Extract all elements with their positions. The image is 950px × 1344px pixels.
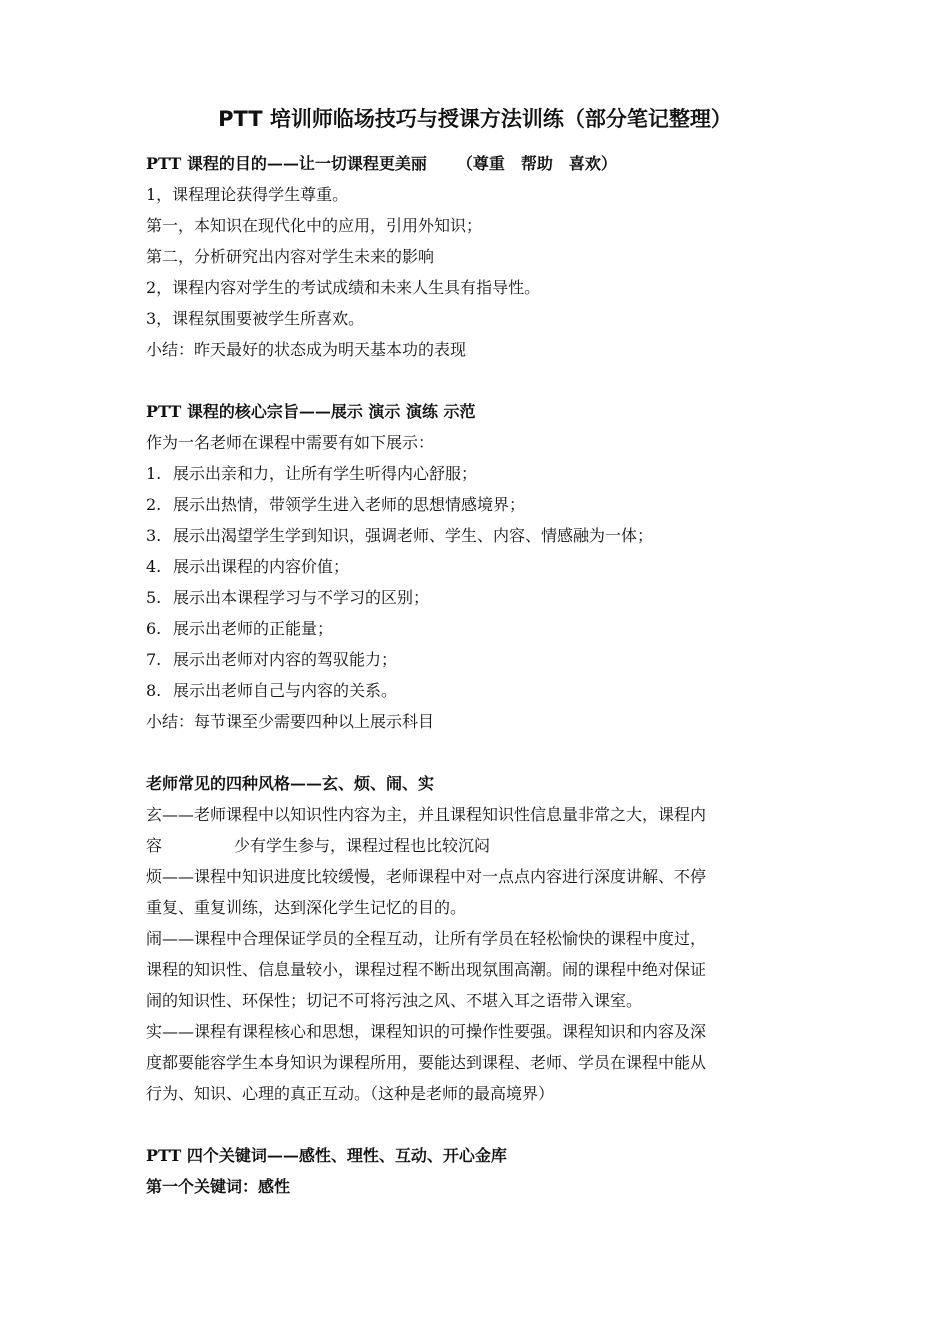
section4-subheading: 第一个关键词：感性 (146, 1177, 291, 1196)
section1-heading-tail: （尊重 帮助 喜欢） (456, 154, 617, 173)
list-item-text: 展示出本课程学习与不学习的区别； (173, 588, 430, 607)
list-item-number: 8. (146, 681, 162, 700)
list-item-number: 6. (146, 619, 162, 638)
list-item-number: 2. (146, 495, 162, 514)
list-item (146, 613, 810, 644)
section1-heading-main: PTT 课程的目的——让一切课程更美丽 (146, 154, 427, 173)
section2-heading: PTT 课程的核心宗旨——展示 演示 演练 示范 (146, 402, 476, 421)
style-shi-line: 实——课程有课程核心和思想，课程知识的可操作性要强。课程知识和内容及深 (146, 1022, 707, 1041)
style-xuan-line (146, 830, 810, 861)
section1-line: 2，课程内容对学生的考试成绩和未来人生具有指导性。 (146, 278, 541, 297)
list-item-text: 展示出热情，带领学生进入老师的思想情感境界； (173, 495, 526, 514)
list-item-text: 展示出亲和力，让所有学生听得内心舒服； (173, 464, 478, 483)
style-xuan-fragment: 少有学生参与，课程过程也比较沉闷 (234, 836, 491, 855)
list-item (146, 520, 810, 551)
section1-line: 3，课程氛围要被学生所喜欢。 (146, 309, 365, 328)
list-item (146, 551, 810, 582)
section-spacer (146, 737, 810, 768)
style-nao-line: 闹的知识性、环保性；切记不可将污浊之风、不堪入耳之语带入课室。 (146, 991, 643, 1010)
list-item (146, 644, 810, 675)
section1-summary: 小结：昨天最好的状态成为明天基本功的表现 (146, 340, 467, 359)
section-spacer (146, 365, 810, 396)
list-item (146, 582, 810, 613)
section1-line: 1，课程理论获得学生尊重。 (146, 185, 349, 204)
section-spacer (146, 1109, 810, 1140)
section1-line: 第二，分析研究出内容对学生未来的影响 (146, 247, 435, 266)
section2-intro: 作为一名老师在课程中需要有如下展示： (146, 433, 435, 452)
list-item (146, 458, 810, 489)
section1-line: 第一，本知识在现代化中的应用，引用外知识； (146, 216, 483, 235)
list-item-text: 展示出老师的正能量； (173, 619, 334, 638)
style-shi-line: 行为、知识、心理的真正互动。（这种是老师的最高境界） (146, 1084, 555, 1103)
style-fan-line: 重复、重复训练，达到深化学生记忆的目的。 (146, 898, 467, 917)
document-body (146, 148, 810, 1202)
style-fan-line: 烦——课程中知识进度比较缓慢，老师课程中对一点点内容进行深度讲解、不停 (146, 867, 707, 886)
list-item-number: 1. (146, 464, 162, 483)
style-nao-line: 闹——课程中合理保证学员的全程互动，让所有学员在轻松愉快的课程中度过， (146, 929, 707, 948)
style-xuan-line: 玄——老师课程中以知识性内容为主，并且课程知识性信息量非常之大，课程内 (146, 805, 707, 824)
style-xuan-fragment: 容 (146, 836, 163, 855)
list-item-number: 7. (146, 650, 162, 669)
section4-heading: PTT 四个关键词——感性、理性、互动、开心金库 (146, 1146, 507, 1165)
style-nao-line: 课程的知识性、信息量较小，课程过程不断出现氛围高潮。闹的课程中绝对保证 (146, 960, 707, 979)
section3-heading: 老师常见的四种风格——玄、烦、闹、实 (146, 774, 435, 793)
section1-heading (146, 148, 810, 179)
list-item (146, 675, 810, 706)
document-title: PTT 培训师临场技巧与授课方法训练（部分笔记整理） (218, 107, 732, 131)
list-item-text: 展示出老师自己与内容的关系。 (173, 681, 398, 700)
style-shi-line: 度都要能容学生本身知识为课程所用，要能达到课程、老师、学员在课程中能从 (146, 1053, 707, 1072)
list-item-number: 4. (146, 557, 162, 576)
section2-summary: 小结：每节课至少需要四种以上展示科目 (146, 712, 435, 731)
list-item-text: 展示出渴望学生学到知识，强调老师、学生、内容、情感融为一体； (173, 526, 654, 545)
list-item-number: 5. (146, 588, 162, 607)
list-item-text: 展示出老师对内容的驾驭能力； (173, 650, 398, 669)
list-item (146, 489, 810, 520)
list-item-number: 3. (146, 526, 162, 545)
list-item-text: 展示出课程的内容价值； (173, 557, 350, 576)
